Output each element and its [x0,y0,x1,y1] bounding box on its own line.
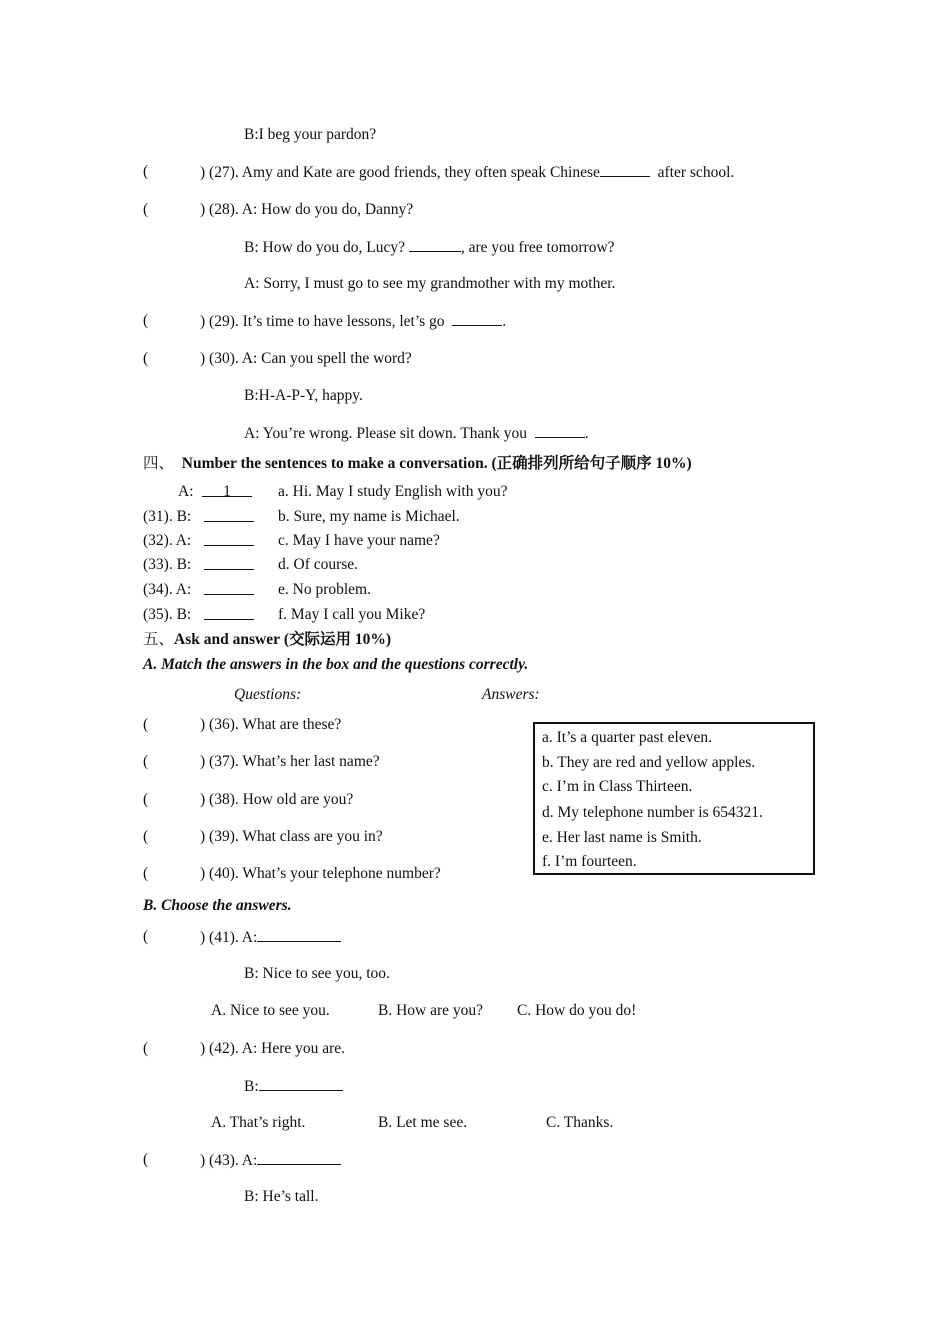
q36-paren-close: ) [200,716,206,733]
q27-paren-close: ) [200,164,206,181]
s4-row-5-answer[interactable] [204,605,254,626]
q41-paren-close: ) [200,929,206,946]
q30-a-text: A: You’re wrong. Please sit down. Thank you [244,425,528,442]
q37-text: (37). What’s her last name? [209,753,380,770]
s4-row-5-sentence: f. May I call you Mike? [278,606,426,623]
s4-row-3-answer[interactable] [204,555,254,576]
q39 [200,827,383,847]
q43-text: (43). A: [209,1152,258,1169]
q39-paren-open: ( [143,828,149,845]
s4-row-2-label: (32). A: [143,532,192,549]
q41-blank[interactable] [257,927,341,942]
q41-option-c[interactable]: C. How do you do! [517,1002,637,1019]
q42-b-label: B: [244,1078,259,1095]
s4-row-3-sentence: d. Of course. [278,556,359,573]
s4-row-2-sentence: c. May I have your name? [278,532,440,549]
section4-heading [143,454,692,474]
s4-row-1-answer[interactable] [204,507,254,528]
q37-paren-close: ) [200,753,206,770]
q27-blank[interactable] [600,162,650,177]
s4-row-4-sentence: e. No problem. [278,581,371,598]
q28-paren-open: ( [143,201,149,218]
q40-text: (40). What’s your telephone number? [209,865,441,882]
s4-row-0-answer[interactable] [202,482,252,502]
q42-blank[interactable] [259,1076,343,1091]
q40-paren-open: ( [143,865,149,882]
q41-text: (41). A: [209,929,258,946]
s4-answer-3[interactable] [204,555,254,570]
q41-option-a[interactable]: A. Nice to see you. [211,1002,330,1019]
section5-pct: 10%) [354,631,392,648]
q43-b-line: B: He’s tall. [244,1188,319,1205]
q28-b-post: , are you free tomorrow? [460,239,615,256]
answer-d: d. My telephone number is 654321. [542,804,763,821]
q29-blank[interactable] [452,311,502,326]
answer-e: e. Her last name is Smith. [542,829,702,846]
q42-option-c[interactable]: C. Thanks. [546,1114,614,1131]
q38 [200,790,353,810]
q42-paren-open: ( [143,1040,149,1057]
q41 [200,927,341,948]
q37-paren-open: ( [143,753,149,770]
q30-a-line [244,423,589,444]
part-a-title: A. Match the answers in the box and the questions correctly. [143,656,529,673]
section4-number: 四、 [143,455,175,472]
q29-end: . [502,313,507,330]
q41-option-b[interactable]: B. How are you? [378,1002,484,1019]
q42 [200,1039,345,1059]
q39-paren-close: ) [200,828,206,845]
section5-title: Ask and answer [174,631,280,648]
q36-paren-open: ( [143,716,149,733]
s4-answer-5[interactable] [204,605,254,620]
answer-a: a. It’s a quarter past eleven. [542,729,712,746]
section5-heading [143,630,391,650]
q28-b-line [244,237,615,258]
q43 [200,1150,341,1171]
q43-paren-open: ( [143,1151,149,1168]
answer-c: c. I’m in Class Thirteen. [542,778,693,795]
answer-b: b. They are red and yellow apples. [542,754,756,771]
s4-row-1-sentence: b. Sure, my name is Michael. [278,508,460,525]
q28-text: (28). A: How do you do, Danny? [209,201,414,218]
questions-label: Questions: [234,686,302,703]
s4-row-3-label: (33). B: [143,556,192,573]
q43-blank[interactable] [257,1150,341,1165]
q42-option-b[interactable]: B. Let me see. [378,1114,468,1131]
q29-paren-open: ( [143,312,149,329]
q36-text: (36). What are these? [209,716,342,733]
q29-paren-close: ) [200,313,206,330]
s4-row-0-sentence: a. Hi. May I study English with you? [278,483,508,500]
q29-text: (29). It’s time to have lessons, let’s go [209,313,445,330]
q42-text: (42). A: Here you are. [209,1040,346,1057]
q41-b-line: B: Nice to see you, too. [244,965,390,982]
q27-paren-open: ( [143,163,149,180]
section4-pct: 10%) [655,455,692,472]
q27-question [200,162,734,183]
q30-paren-close: ) [200,350,206,367]
q42-option-a[interactable]: A. That’s right. [211,1114,306,1131]
q39-text: (39). What class are you in? [209,828,383,845]
q30-question [200,349,412,369]
s4-row-2-answer[interactable] [204,531,254,552]
q30-blank[interactable] [535,423,585,438]
q38-paren-close: ) [200,791,206,808]
q29-question [200,311,506,332]
q36 [200,715,341,735]
q40 [200,864,441,884]
s4-answer-1[interactable] [204,507,254,522]
answer-f: f. I’m fourteen. [542,853,637,870]
q38-paren-open: ( [143,791,149,808]
q43-paren-close: ) [200,1152,206,1169]
q38-text: (38). How old are you? [209,791,354,808]
s4-row-4-answer[interactable] [204,580,254,601]
q40-paren-close: ) [200,865,206,882]
q28-b-pre: B: How do you do, Lucy? [244,239,406,256]
s4-row-1-label: (31). B: [143,508,192,525]
q30-text: (30). A: Can you spell the word? [209,350,412,367]
s4-answer-2[interactable] [204,531,254,546]
q42-paren-close: ) [200,1040,206,1057]
s4-answer-0[interactable]: 1 [202,482,252,497]
s4-row-0-label: A: [178,483,194,500]
section4-cn: (正确排列所给句子顺序 [491,455,652,472]
s4-row-5-label: (35). B: [143,606,192,623]
q28-blank[interactable] [409,237,461,252]
q26-b-line: B:I beg your pardon? [244,126,377,143]
q27-after: after school. [657,164,735,181]
section4-title: Number the sentences to make a conversation. [181,455,488,472]
q30-paren-open: ( [143,350,149,367]
section5-number: 五、 [143,631,175,648]
part-b-title: B. Choose the answers. [143,897,292,914]
q41-paren-open: ( [143,928,149,945]
q42-b-line [244,1076,343,1097]
section5-cn: (交际运用 [283,631,352,648]
answers-label: Answers: [482,686,540,703]
q27-text: (27). Amy and Kate are good friends, they often speak Chinese [209,164,600,181]
q28-question [200,200,413,220]
q28-a-line: A: Sorry, I must go to see my grandmother with my mother. [244,275,616,292]
q30-b-line: B:H-A-P-Y, happy. [244,387,363,404]
s4-answer-4[interactable] [204,580,254,595]
s4-row-4-label: (34). A: [143,581,192,598]
q28-paren-close: ) [200,201,206,218]
q37 [200,752,380,772]
q30-end: . [584,425,589,442]
